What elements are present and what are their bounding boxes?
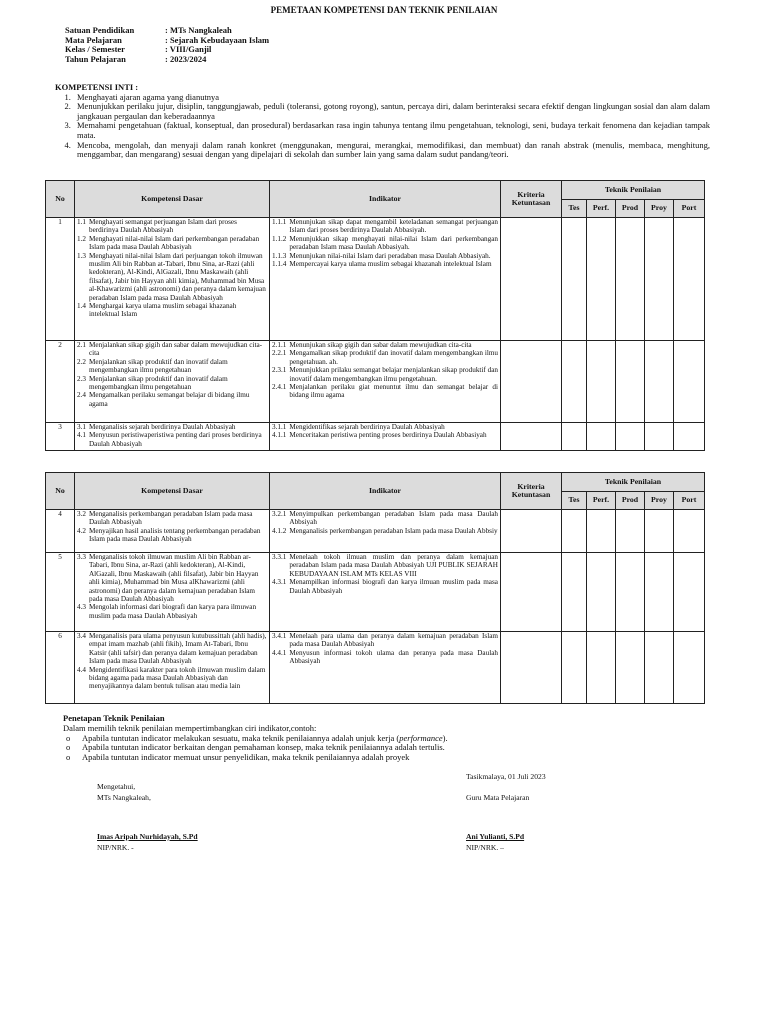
kd-number: 2.3 [77, 374, 86, 383]
indikator-number: 1.1.4 [272, 260, 287, 269]
indikator-number: 3.3.1 [272, 553, 287, 561]
meta-key: Mata Pelajaran [65, 34, 122, 45]
indikator-text: Mengidentifikas sejarah berdirinya Daulah Abbasiyah [289, 423, 445, 431]
indikator-text: Mengamalkan sikap produktif dan inovatif dalam mengembangkan ilmu pengetahuan. ah. [289, 349, 498, 366]
kd-text: Menganalisis tokoh ilmuwan muslim Ali bin Rabban ar-Tabari, Ibnu Sina, ar-Razi (ahli kedokteran), Al-Kindi, AlGazali, Ibnu Maskawaih (ahli filsafat), Jabir bin Hayyan ahli kimia), Muhammad bin Musa alKhawarizmi (ahli astronomi) dan peranya dalam kemajuan peradaban Islam pada masa Daulah Abbasiyah [88, 553, 259, 604]
table-row [46, 510, 705, 553]
teknik-prod-cell [616, 510, 645, 553]
indikator-number: 2.2.1 [272, 349, 287, 358]
kd-number: 2.2 [77, 357, 86, 366]
teknik-port-cell [674, 341, 705, 423]
header-perf: Perf. [587, 492, 616, 510]
kd-number: 3.4 [77, 632, 86, 640]
teknik-perf-cell [587, 423, 616, 451]
bullet-marker: o [66, 752, 71, 763]
header-indikator: Indikator [270, 181, 501, 218]
bullet-marker: o [66, 732, 71, 743]
teknik-proy-cell [645, 510, 674, 553]
header-perf: Perf. [587, 200, 616, 218]
kd-number: 4.3 [77, 603, 86, 612]
bullet-marker: o [66, 742, 71, 753]
bullet-text: Apabila tuntutan indicator berkaitan dengan pemahaman konsep, maka teknik penilaiannya adalah tertulis. [82, 742, 445, 753]
indikator-text: Mempercayai karya ulama muslim sebagai khazanah intelektual Islam [289, 260, 492, 269]
indikator-number: 2.1.1 [272, 341, 287, 349]
kd-text: Menganalisis sejarah berdirinya Daulah Abbasiyah [88, 423, 236, 431]
kompetensi-inti-list [55, 93, 710, 160]
kd-item [77, 391, 267, 408]
kriteria-cell [501, 218, 562, 341]
header-port: Port [674, 492, 705, 510]
kd-text: Menghargai karya ulama muslim sebagai khazanah intelektual Islam [88, 302, 237, 319]
header-prod: Prod [616, 492, 645, 510]
kd-text: Menganalisis para ulama penyusun kutubussittah (ahli hadis), empat imam mazhab (ahli fikih), Imam At-Tabari, Ibnu Katsir (ahli tafsir) dan peranya dalam kemajuan peradaban Islam pada masa Daulah Abbasiyah [88, 632, 267, 666]
indikator-number: 4.1.1 [272, 431, 287, 440]
kompetensi-dasar-cell [75, 510, 270, 553]
kompetensi-dasar-cell [75, 632, 270, 704]
meta-key: Kelas / Semester [65, 44, 125, 54]
indikator-text: Menunjukan nilai-nilai Islam dari peradaban masa Daulah Abbasiyah. [289, 251, 491, 260]
indikator-cell [270, 341, 501, 423]
row-number: 6 [46, 632, 75, 704]
kd-item [77, 666, 267, 691]
kd-item [77, 527, 267, 544]
kd-item [77, 375, 267, 392]
teknik-port-cell [674, 553, 705, 632]
indikator-number: 1.1.1 [272, 218, 287, 226]
bullet-text: Apabila tuntutan indicator memuat unsur penyelidikan, maka teknik penilaiannya adalah proyek [82, 752, 410, 763]
meta-key: Satuan Pendidikan [65, 25, 135, 35]
ki-item: 1. Menghayati ajaran agama yang dianutnya [73, 93, 710, 103]
indikator-number: 3.2.1 [272, 510, 287, 518]
indikator-item [272, 235, 498, 252]
indikator-cell [270, 632, 501, 704]
indikator-item [272, 578, 498, 595]
indikator-item [272, 553, 498, 578]
indikator-item [272, 366, 498, 383]
teknik-tes-cell [562, 553, 587, 632]
kd-text: Mengamalkan perilaku semangat belajar di bidang ilmu agama [88, 391, 250, 408]
kompetensi-inti-heading: KOMPETENSI INTI : [55, 82, 139, 92]
kd-text: Menghayati nilai-nilai Islam dari perkembangan peradaban Islam pada masa Daulah Abbasiyah [88, 234, 260, 252]
teknik-perf-cell [587, 218, 616, 341]
indikator-cell [270, 510, 501, 553]
indikator-text: Menampilkan informasi biografi dan karya ilmuan muslim pada masa Daulah Abbasiyah [289, 578, 498, 595]
kd-item [77, 510, 267, 527]
kriteria-cell [501, 423, 562, 451]
indikator-number: 4.1.2 [272, 526, 287, 535]
teknik-tes-cell [562, 632, 587, 704]
indikator-item [272, 431, 498, 439]
kd-number: 4.4 [77, 665, 86, 674]
indikator-text: Menceritakan peristiwa penting proses berdirinya Daulah Abbasiyah [289, 431, 487, 440]
kd-text: Menjalankan sikap gigih dan sabar dalam mewujudkan cita-cita [88, 341, 263, 358]
teknik-port-cell [674, 510, 705, 553]
header-kriteria: Kriteria Ketuntasan [501, 473, 562, 510]
ki-item: 4. Mencoba, mengolah, dan menyaji dalam ranah konkret (menggunakan, mengurai, merangkai, memodifikasi, dan membuat) dan ranah abstrak (menulis, membaca, menghitung, menggambar, dan mengarang) sesuai dengan yang dipelajari di sekolah dan sumber lain yang sama dalam sudut pandang/teori. [73, 141, 710, 160]
meta-row [65, 55, 269, 65]
kd-text: Menghayati nilai-nilai Islam dari perjuangan tokoh ilmuwan muslim Ali bin Rabban at-Tabari, Ibnu Sina, ar-Razi (ahli kedokteran), Al-Kindi, AlGazali, Ibnu Maskawaih (ahli filsafat), Jabir bin Hayyan ahli kimia), Muhammad bin Musa al-Khawarizmi (ahli astronomi) dan peranya dalam kemajuan peradaban Islam pada masa Daulah Abbasiyah [88, 251, 266, 302]
kd-text: Menyusun peristiwaperistiwa penting dari proses berdirinya Daulah Abbasiyah [88, 431, 262, 448]
competency-table-2 [45, 472, 705, 704]
header-prod: Prod [616, 200, 645, 218]
header-proy: Proy [645, 200, 674, 218]
kd-text: Mengolah informasi dari biografi dan karya para ilmuwan muslim pada masa Daulah Abbasiyah [88, 603, 257, 620]
header-tes: Tes [562, 492, 587, 510]
signature-nip: NIP/NRK. - [97, 843, 134, 852]
indikator-number: 2.4.1 [272, 383, 287, 392]
header-port: Port [674, 200, 705, 218]
indikator-cell [270, 553, 501, 632]
kd-number: 1.1 [77, 218, 86, 226]
teknik-port-cell [674, 218, 705, 341]
kd-text: Menghayati semangat perjuangan Islam dari proses berdirinya Daulah Abbasiyah [88, 218, 237, 235]
teknik-perf-cell [587, 632, 616, 704]
meta-value: : MTs Nangkaleah [165, 25, 232, 35]
kd-item [77, 341, 267, 358]
kd-number: 1.2 [77, 234, 86, 243]
kd-item [77, 632, 267, 666]
table-row [46, 341, 705, 423]
kriteria-cell [501, 510, 562, 553]
competency-table-1 [45, 180, 705, 451]
kd-number: 3.3 [77, 553, 86, 561]
kd-number: 2.4 [77, 391, 86, 400]
kd-item [77, 603, 267, 620]
kd-text: Menganalisis perkembangan peradaban Islam pada masa Daulah Abbasiyah [88, 510, 253, 527]
signature-right-name-block [466, 831, 524, 853]
row-number: 1 [46, 218, 75, 341]
signature-left [97, 781, 151, 803]
indikator-item [272, 260, 498, 268]
kd-number: 2.1 [77, 341, 86, 349]
indikator-number: 1.1.2 [272, 234, 287, 243]
indikator-text: Menyusun informasi tokoh ulama dan peranya pada masa Daulah Abbasiyah [289, 648, 498, 666]
header-teknik-penilaian: Teknik Penilaian [562, 473, 705, 492]
kd-item [77, 235, 267, 252]
header-tes: Tes [562, 200, 587, 218]
signature-role: Guru Mata Pelajaran [466, 793, 530, 802]
indikator-number: 4.3.1 [272, 578, 287, 587]
teknik-port-cell [674, 632, 705, 704]
indikator-text: Menunjukan sikap gigih dan sabar dalam mewujudkan cita-cita [289, 341, 472, 349]
teknik-perf-cell [587, 510, 616, 553]
meta-value: : Sejarah Kebudayaan Islam [165, 34, 270, 45]
indikator-text: Menelaah tokoh ilmuan muslim dan peranya dalam kemajuan peradaban Islam pada masa Daulah Abbasiyah UJI PUBLIK SEJARAH KEBUDAYAAN ISLAM MTs KELAS VIII [289, 553, 498, 578]
teknik-proy-cell [645, 632, 674, 704]
teknik-prod-cell [616, 423, 645, 451]
indikator-number: 3.1.1 [272, 423, 287, 431]
indikator-number: 2.3.1 [272, 366, 287, 375]
indikator-item [272, 632, 498, 649]
teknik-proy-cell [645, 423, 674, 451]
header-no: No [46, 473, 75, 510]
indikator-text: Menunjukkan prilaku semangat belajar menjalankan sikap produktif dan inovatif dalam mengembangkan ilmu pengetahuan. [289, 366, 498, 383]
signature-label: Mengetahui, [97, 782, 136, 791]
teknik-port-cell [674, 423, 705, 451]
penetapan-heading: Penetapan Teknik Penilaian [63, 713, 165, 723]
kriteria-cell [501, 632, 562, 704]
kompetensi-dasar-cell [75, 423, 270, 451]
indikator-text: Menelaah para ulama dan peranya dalam kemajuan peradaban Islam pada masa Daulah Abbasiyah [289, 632, 498, 649]
kd-number: 1.3 [77, 251, 86, 260]
table-row [46, 632, 705, 704]
indikator-cell [270, 423, 501, 451]
kriteria-cell [501, 553, 562, 632]
bullet-text-italic: performance [399, 732, 443, 743]
kd-item [77, 218, 267, 235]
teknik-prod-cell [616, 553, 645, 632]
kompetensi-dasar-cell [75, 218, 270, 341]
kriteria-cell [501, 341, 562, 423]
kd-item [77, 302, 267, 319]
signature-right-role [466, 792, 529, 803]
ki-item: 3. Memahami pengetahuan (faktual, konseptual, dan prosedural) berdasarkan rasa ingin tahunya tentang ilmu pengetahuan, teknologi, seni, budaya terkait fenomena dan kejadian tampak mata. [73, 121, 710, 140]
kd-item [77, 431, 267, 448]
kd-text: Menjalankan sikap produktif dan inovatif dalam mengembangkan ilmu pengetahuan [88, 357, 228, 375]
kompetensi-dasar-cell [75, 553, 270, 632]
indikator-item [272, 252, 498, 260]
header-kompetensi-dasar: Kompetensi Dasar [75, 181, 270, 218]
signature-institution: MTs Nangkaleah, [97, 793, 151, 802]
teknik-perf-cell [587, 341, 616, 423]
indikator-text: Menjalankan perilaku giat menuntut ilmu dan semangat belajar di bidang ilmu agama [289, 383, 498, 400]
teknik-prod-cell [616, 632, 645, 704]
signature-nip: NIP/NRK. – [466, 843, 504, 852]
signature-left-name-block [97, 831, 198, 853]
kd-item [77, 553, 267, 603]
penetapan-bullet [63, 753, 663, 763]
indikator-item [272, 341, 498, 349]
kd-item [77, 423, 267, 431]
row-number: 4 [46, 510, 75, 553]
teknik-tes-cell [562, 423, 587, 451]
kd-number: 1.4 [77, 302, 86, 311]
indikator-item [272, 649, 498, 666]
indikator-item [272, 510, 498, 527]
teknik-proy-cell [645, 553, 674, 632]
kd-number: 4.2 [77, 526, 86, 535]
identity-block [65, 26, 269, 64]
indikator-item [272, 423, 498, 431]
teknik-proy-cell [645, 341, 674, 423]
meta-value: : VIII/Ganjil [165, 44, 212, 54]
table-row [46, 218, 705, 341]
kompetensi-dasar-cell [75, 341, 270, 423]
kd-item [77, 358, 267, 375]
indikator-number: 1.1.3 [272, 251, 287, 260]
kd-text: Menjalankan sikap produktif dan inovatif dalam mengembangkan ilmu pengetahuan [88, 374, 228, 392]
teknik-tes-cell [562, 341, 587, 423]
row-number: 5 [46, 553, 75, 632]
indikator-text: Menunjukkan sikap menghayati nilai-nilai Islam dari perkembangan peradaban Islam masa Daulah Abbasiyah. [289, 234, 498, 252]
document-title: PEMETAAN KOMPETENSI DAN TEKNIK PENILAIAN [270, 5, 498, 15]
indikator-text: Menyimpulkan perkembangan peradaban Islam pada masa Daulah Abbsiyah [289, 510, 498, 527]
kompetensi-inti-section [55, 83, 710, 160]
header-teknik-penilaian: Teknik Penilaian [562, 181, 705, 200]
kd-number: 4.1 [77, 431, 86, 440]
row-number: 2 [46, 341, 75, 423]
table-row [46, 553, 705, 632]
signature-name: Ani Yulianti, S.Pd [466, 832, 525, 841]
teknik-prod-cell [616, 218, 645, 341]
indikator-text: Menunjukan sikap dapat mengambil keteladanan semangat perjuangan Islam dari proses berdirinya Daulah Abbasiyah. [289, 218, 498, 235]
bullet-text-part: ). [442, 732, 448, 743]
signature-name: Imas Aripah Nurhidayah, S.Pd [97, 832, 198, 841]
indikator-item [272, 349, 498, 366]
teknik-prod-cell [616, 341, 645, 423]
table-row [46, 423, 705, 451]
teknik-proy-cell [645, 218, 674, 341]
teknik-tes-cell [562, 218, 587, 341]
row-number: 3 [46, 423, 75, 451]
bullet-text-part: Apabila tuntutan indicator melakukan sesuatu, maka teknik penilaiannya adalah unjuk kerja ( [82, 732, 400, 743]
penetapan-intro: Dalam memilih teknik penilaian mempertimbangkan ciri indikator,contoh: [63, 722, 317, 733]
header-indikator: Indikator [270, 473, 501, 510]
header-no: No [46, 181, 75, 218]
header-kompetensi-dasar: Kompetensi Dasar [75, 473, 270, 510]
header-proy: Proy [645, 492, 674, 510]
meta-key: Tahun Pelajaran [65, 53, 126, 64]
kd-text: Mengidentifikasi karakter para tokoh ilmuwan muslim dalam bidang agama pada masa Daulah Abbasiyah dan menyajikannya dalam bentuk tulisan atau media lain [88, 665, 266, 691]
ki-item: 2. Menunjukkan perilaku jujur, disiplin, tanggungjawab, peduli (toleransi, gotong royong), santun, percaya diri, dalam berinteraksi secara efektif dengan lingkungan sosial dan alam dalam jangkauan pergaulan dan keberadaannya [73, 102, 710, 121]
meta-value: : 2023/2024 [165, 53, 207, 64]
indikator-cell [270, 218, 501, 341]
signature-right [466, 771, 546, 782]
kd-number: 3.1 [77, 423, 86, 431]
indikator-number: 4.4.1 [272, 648, 287, 657]
indikator-item [272, 383, 498, 400]
penetapan-section [63, 714, 663, 763]
teknik-perf-cell [587, 553, 616, 632]
kd-text: Menyajikan hasil analisis tentang perkembangan peradaban Islam pada masa Daulah Abbasiyah [88, 526, 261, 544]
indikator-item [272, 218, 498, 235]
kd-item [77, 252, 267, 302]
indikator-text: Menganalisis perkembangan peradaban Islam pada masa Daulah Abbsiy [289, 526, 498, 535]
header-kriteria: Kriteria Ketuntasan [501, 181, 562, 218]
kd-number: 3.2 [77, 510, 86, 518]
teknik-tes-cell [562, 510, 587, 553]
indikator-item [272, 527, 498, 535]
signature-place-date: Tasikmalaya, 01 Juli 2023 [466, 772, 546, 781]
indikator-number: 3.4.1 [272, 632, 287, 640]
